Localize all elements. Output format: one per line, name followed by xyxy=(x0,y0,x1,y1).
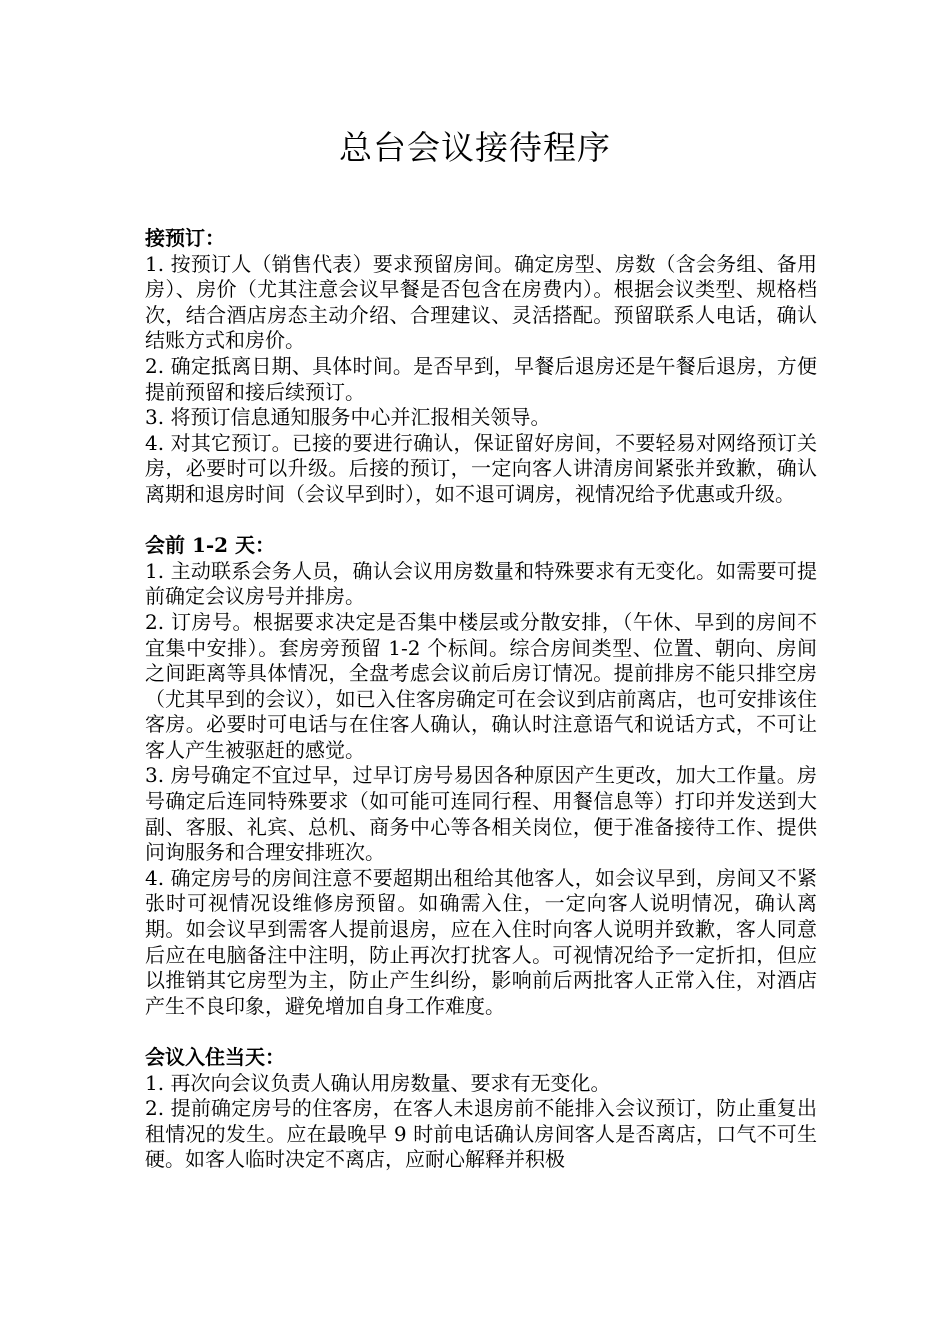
section-check-in-day xyxy=(145,1045,817,1173)
paragraph: 1. 主动联系会务人员，确认会议用房数量和特殊要求有无变化。如需要可提前确定会议房号并排房。 xyxy=(145,558,817,609)
paragraph: 4. 对其它预订。已接的要进行确认，保证留好房间，不要轻易对网络预订关房，必要时可以升级。后接的预订，一定向客人讲清房间紧张并致歉，确认离期和退房时间（会议早到时），如不退可调房，视情况给予优惠或升级。 xyxy=(145,430,817,506)
paragraph: 2. 订房号。根据要求决定是否集中楼层或分散安排，（午休、早到的房间不宜集中安排）。套房旁预留 1-2 个标间。综合房间类型、位置、朝向、房间之间距离等具体情况，全盘考虑会议前后房订情况。提前排房不能只排空房（尤其早到的会议），如已入住客房确定可在会议到店前离店，也可安排该住客房。必要时可电话与在住客人确认，确认时注意语气和说话方式，不可让客人产生被驱赶的感觉。 xyxy=(145,609,817,762)
document-title: 总台会议接待程序 xyxy=(339,128,611,167)
paragraph: 3. 房号确定不宜过早，过早订房号易因各种原因产生更改，加大工作量。房号确定后连同特殊要求（如可能可连同行程、用餐信息等）打印并发送到大副、客服、礼宾、总机、商务中心等各相关岗位，便于准备接待工作、提供问询服务和合理安排班次。 xyxy=(145,763,817,865)
section-heading: 会前 1-2 天： xyxy=(145,533,276,558)
paragraph: 1. 按预订人（销售代表）要求预留房间。确定房型、房数（含会务组、备用房）、房价（尤其注意会议早餐是否包含在房费内）。根据会议类型、规格档次，结合酒店房态主动介绍、合理建议、灵活搭配。预留联系人电话，确认结账方式和房价。 xyxy=(145,251,817,353)
section-heading: 接预订： xyxy=(145,226,225,250)
section-pre-meeting xyxy=(145,533,817,1019)
paragraph: 2. 提前确定房号的住客房，在客人未退房前不能排入会议预订，防止重复出租情况的发生。应在最晚早 9 时前电话确认房间客人是否离店，口气不可生硬。如客人临时决定不离店，应耐心解释并积极 xyxy=(145,1096,817,1172)
section-heading: 会议入住当天： xyxy=(145,1045,285,1069)
paragraph: 4. 确定房号的房间注意不要超期出租给其他客人，如会议早到，房间又不紧张时可视情况设维修房预留。如确需入住，一定向客人说明情况，确认离期。如会议早到需客人提前退房，应在入住时向客人说明并致歉，客人同意后应在电脑备注中注明，防止再次打扰客人。可视情况给予一定折扣，但应以推销其它房型为主，防止产生纠纷，影响前后两批客人正常入住，对酒店产生不良印象，避免增加自身工作难度。 xyxy=(145,865,817,1018)
paragraph: 3. 将预订信息通知服务中心并汇报相关领导。 xyxy=(145,405,551,430)
paragraph: 2. 确定抵离日期、具体时间。是否早到，早餐后退房还是午餐后退房，方便提前预留和接后续预订。 xyxy=(145,353,817,404)
section-booking xyxy=(145,226,817,508)
document-body xyxy=(145,226,817,1173)
paragraph: 1. 再次向会议负责人确认用房数量、要求有无变化。 xyxy=(145,1070,611,1095)
